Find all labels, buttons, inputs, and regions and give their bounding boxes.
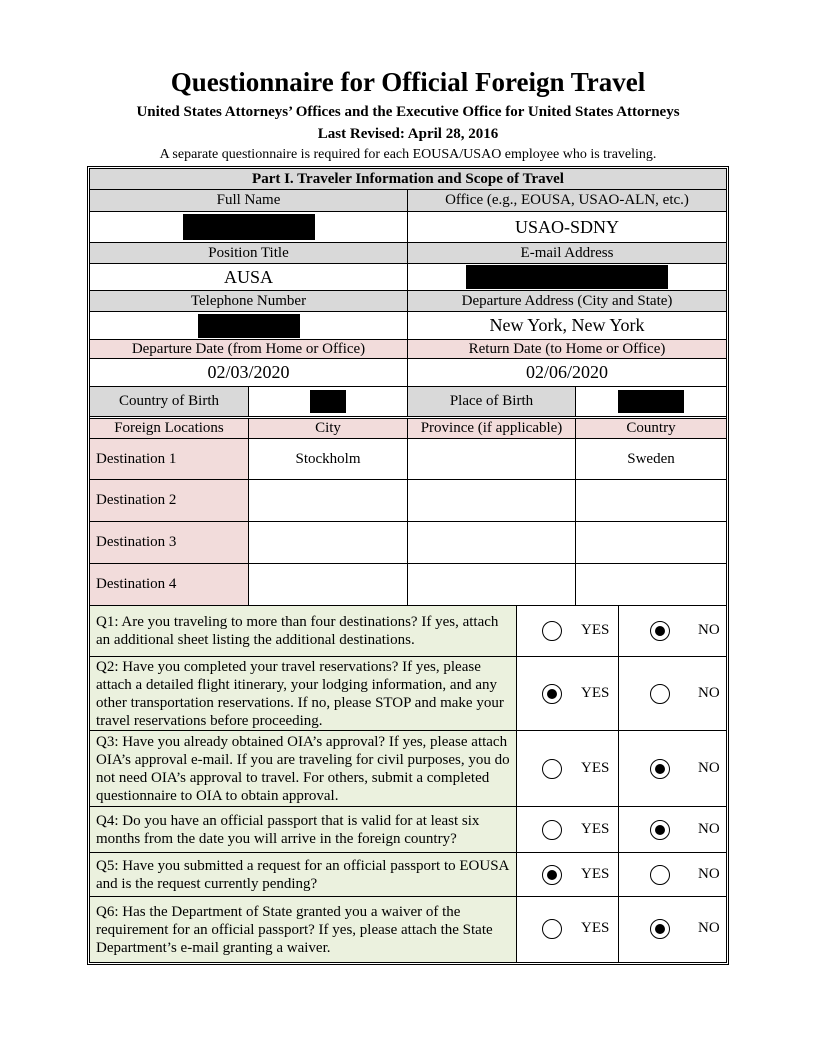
return-date-label: Return Date (to Home or Office) [408,340,726,359]
answer-no-option[interactable] [619,606,726,657]
telephone-field[interactable] [90,312,408,340]
radio-checked-icon[interactable] [650,621,670,641]
question-text: Q4: Do you have an official passport that is valid for at least six months from the date you will arrive in the foreign country? [90,807,517,853]
form-title: Questionnaire for Official Foreign Travel [170,67,646,97]
locations-header-province: Province (if applicable) [408,419,576,439]
position-title-field[interactable]: AUSA [90,264,408,291]
destination-country-field[interactable] [576,480,726,522]
radio-unchecked-icon[interactable] [542,759,562,779]
return-date-field[interactable]: 02/06/2020 [408,359,726,387]
yes-label: YES [581,866,610,882]
departure-address-label: Departure Address (City and State) [408,291,726,312]
place-of-birth-field[interactable] [576,387,726,417]
destination-city-field[interactable] [249,480,408,522]
destination-province-field[interactable] [408,522,576,564]
country-of-birth-label: Country of Birth [90,387,249,417]
redaction-block [466,265,668,289]
answer-yes-option[interactable] [517,606,619,657]
redaction-block [618,390,684,413]
position-title-label: Position Title [90,243,408,264]
office-field[interactable]: USAO-SDNY [408,212,726,243]
radio-unchecked-icon[interactable] [542,820,562,840]
radio-checked-icon[interactable] [650,919,670,939]
no-label: NO [698,866,720,882]
locations-header-foreign: Foreign Locations [90,419,249,439]
destination-province-field[interactable] [408,564,576,606]
radio-unchecked-icon[interactable] [650,865,670,885]
answer-no-option[interactable] [619,657,726,731]
destination-label: Destination 4 [90,564,249,606]
radio-checked-icon[interactable] [650,759,670,779]
destination-city-field[interactable] [249,522,408,564]
answer-no-option[interactable] [619,807,726,853]
last-revised: Last Revised: April 28, 2016 [317,126,499,142]
answer-no-option[interactable] [619,853,726,897]
destination-city-field[interactable] [249,564,408,606]
answer-yes-option[interactable] [517,853,619,897]
no-label: NO [698,821,720,837]
part1-heading: Part I. Traveler Information and Scope of Travel [90,169,726,190]
no-label: NO [698,760,720,776]
office-label: Office (e.g., EOUSA, USAO-ALN, etc.) [408,190,726,212]
radio-unchecked-icon[interactable] [650,684,670,704]
form-subtitle: United States Attorneys’ Offices and the Executive Office for United States Attorneys [136,104,680,120]
destination-label: Destination 1 [90,439,249,480]
question-text: Q5: Have you submitted a request for an official passport to EOUSA and is the request currently pending? [90,853,517,897]
telephone-label: Telephone Number [90,291,408,312]
answer-no-option[interactable] [619,731,726,807]
form-note: A separate questionnaire is required for each EOUSA/USAO employee who is traveling. [159,147,657,162]
destination-country-field[interactable]: Sweden [576,439,726,480]
radio-checked-icon[interactable] [542,865,562,885]
destination-province-field[interactable] [408,480,576,522]
answer-yes-option[interactable] [517,657,619,731]
yes-label: YES [581,685,610,701]
departure-date-field[interactable]: 02/03/2020 [90,359,408,387]
destination-label: Destination 2 [90,480,249,522]
yes-label: YES [581,920,610,936]
yes-label: YES [581,622,610,638]
answer-yes-option[interactable] [517,807,619,853]
answer-yes-option[interactable] [517,897,619,962]
answer-no-option[interactable] [619,897,726,962]
full-name-label: Full Name [90,190,408,212]
answer-yes-option[interactable] [517,731,619,807]
radio-checked-icon[interactable] [542,684,562,704]
radio-unchecked-icon[interactable] [542,621,562,641]
destination-province-field[interactable] [408,439,576,480]
destination-city-field[interactable]: Stockholm [249,439,408,480]
redaction-block [198,314,300,338]
place-of-birth-label: Place of Birth [408,387,576,417]
radio-unchecked-icon[interactable] [542,919,562,939]
no-label: NO [698,622,720,638]
no-label: NO [698,685,720,701]
question-text: Q6: Has the Department of State granted you a waiver of the requirement for an official passport? If yes, please attach the State Department’s e-mail granting a waiver. [90,897,517,962]
question-text: Q3: Have you already obtained OIA’s approval? If yes, please attach OIA’s approval e-mail. If you are traveling for civil purposes, you do not need OIA’s approval to travel. For others, submit a completed questionnaire to OIA to obtain approval. [90,731,517,807]
departure-date-label: Departure Date (from Home or Office) [90,340,408,359]
question-text: Q2: Have you completed your travel reservations? If yes, please attach a detailed flight itinerary, your lodging information, and any other transportation reservations. If no, please STOP and make your travel reservations before proceeding. [90,657,517,731]
redaction-block [310,390,346,413]
email-label: E-mail Address [408,243,726,264]
redaction-block [183,214,315,240]
form-frame [87,166,729,965]
destination-country-field[interactable] [576,564,726,606]
question-text: Q1: Are you traveling to more than four destinations? If yes, attach an additional sheet listing the additional destinations. [90,606,517,657]
locations-header-country: Country [576,419,726,439]
departure-address-field[interactable]: New York, New York [408,312,726,340]
locations-header-city: City [249,419,408,439]
email-field[interactable] [408,264,726,291]
destination-label: Destination 3 [90,522,249,564]
yes-label: YES [581,821,610,837]
destination-country-field[interactable] [576,522,726,564]
full-name-field[interactable] [90,212,408,243]
yes-label: YES [581,760,610,776]
country-of-birth-field[interactable] [249,387,408,417]
no-label: NO [698,920,720,936]
radio-checked-icon[interactable] [650,820,670,840]
